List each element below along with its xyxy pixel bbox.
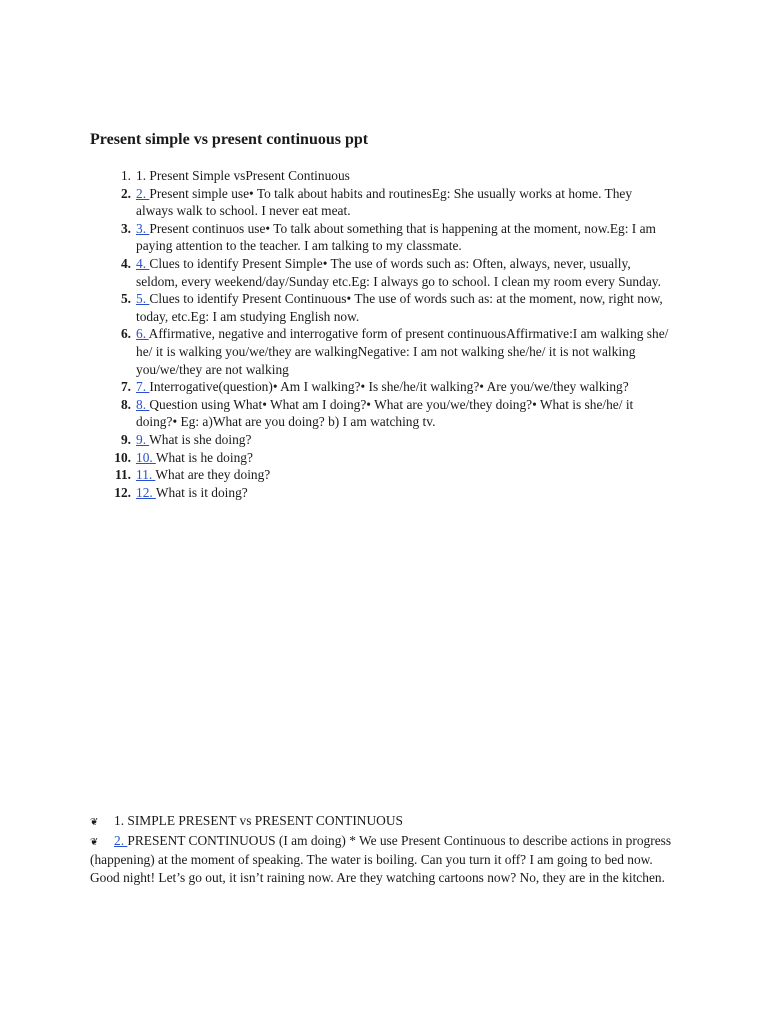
item-number: 11.: [115, 467, 131, 483]
item-text: Affirmative, negative and interrogative form of present continuousAffirmative:I am walking she/ he/ it is walking you/we/they are walkingNegative: I am not walking she/he/ it is not walking you/we/they are not walking: [136, 326, 669, 377]
list-item: [90, 431, 670, 449]
item-text: Interrogative(question)• Am I walking?• Is she/he/it walking?• Are you/we/they walking?: [149, 379, 629, 395]
slide-link[interactable]: 10.: [136, 449, 156, 465]
slide-link[interactable]: 9.: [136, 431, 150, 447]
item-text: Question using What• What am I doing?• What are you/we/they doing?• What is she/he/ it doing?• Eg: a)What are you doing? b) I am watching tv.: [136, 396, 634, 430]
slide-link[interactable]: 7.: [136, 379, 150, 395]
slide-link[interactable]: 6.: [136, 326, 149, 342]
list-item: [90, 220, 670, 255]
list-item: [90, 449, 670, 467]
item-number: 12.: [114, 484, 131, 500]
item-text: What is she doing?: [149, 431, 252, 447]
item-text: 1. Present Simple vsPresent Continuous: [136, 168, 350, 183]
slide-link[interactable]: 3.: [136, 220, 150, 236]
item-number: 8.: [120, 396, 131, 412]
slide-link[interactable]: 8.: [136, 396, 150, 412]
item-text: Clues to identify Present Continuous• The use of words such as: at the moment, now, right now, today, etc.Eg: I am studying English now.: [136, 291, 663, 324]
slide-link[interactable]: 2.: [114, 832, 128, 848]
list-item: [90, 378, 670, 396]
item-number: 1.: [120, 168, 131, 183]
bottom-paragraph: [90, 812, 680, 832]
slide-link[interactable]: 5.: [136, 291, 150, 307]
slide-link[interactable]: 2.: [136, 185, 150, 201]
list-item: [90, 325, 670, 378]
bottom-text: 1. SIMPLE PRESENT vs PRESENT CONTINUOUS: [114, 813, 403, 828]
page-title: Present simple vs present continuous ppt: [90, 131, 369, 148]
item-number: 6.: [120, 326, 131, 342]
item-text: Present simple use• To talk about habits and routinesEg: She usually works at home. They always walk to school. I never eat meat.: [136, 185, 633, 219]
bottom-paragraph: [90, 832, 680, 887]
fleuron-bullet-icon: ❦: [90, 836, 99, 848]
item-text: Clues to identify Present Simple• The use of words such as: Often, always, never, usually, seldom, every weekend/day/Sunday etc.Eg: I always go to school. I clean my room every Sunday.: [136, 255, 661, 289]
item-number: 3.: [120, 220, 131, 236]
slide-list: [90, 167, 670, 501]
item-number: 10.: [114, 449, 131, 465]
bottom-text: PRESENT CONTINUOUS (I am doing) * We use Present Continuous to describe actions in progress (happening) at the moment of speaking. The water is boiling. Can you turn it off? I am going to bed now. Good night! Let’s go out, it isn’t raining now. Are they watching cartoons now? No, they are in the kitchen.: [90, 832, 672, 885]
list-item: [90, 255, 670, 290]
slide-link[interactable]: 4.: [136, 255, 150, 271]
list-item: [90, 466, 670, 484]
list-item: [90, 167, 670, 185]
list-item: [90, 290, 670, 325]
list-item: [90, 484, 670, 502]
item-number: 9.: [120, 431, 131, 447]
list-item: [90, 185, 670, 220]
fleuron-bullet-icon: ❦: [90, 817, 99, 828]
item-text: What is it doing?: [155, 484, 248, 500]
list-item: [90, 396, 670, 431]
bottom-section: [90, 812, 680, 886]
item-number: 4.: [120, 255, 131, 271]
item-text: What is he doing?: [155, 449, 253, 465]
item-number: 7.: [120, 379, 131, 395]
item-text: Present continuos use• To talk about something that is happening at the moment, now.Eg: I am paying attention to the teacher. I am talking to my classmate.: [136, 220, 656, 254]
item-number: 2.: [120, 185, 131, 201]
slide-link[interactable]: 12.: [136, 484, 156, 500]
slide-link[interactable]: 11.: [136, 467, 156, 483]
item-text: What are they doing?: [155, 467, 271, 483]
item-number: 5.: [120, 291, 131, 307]
